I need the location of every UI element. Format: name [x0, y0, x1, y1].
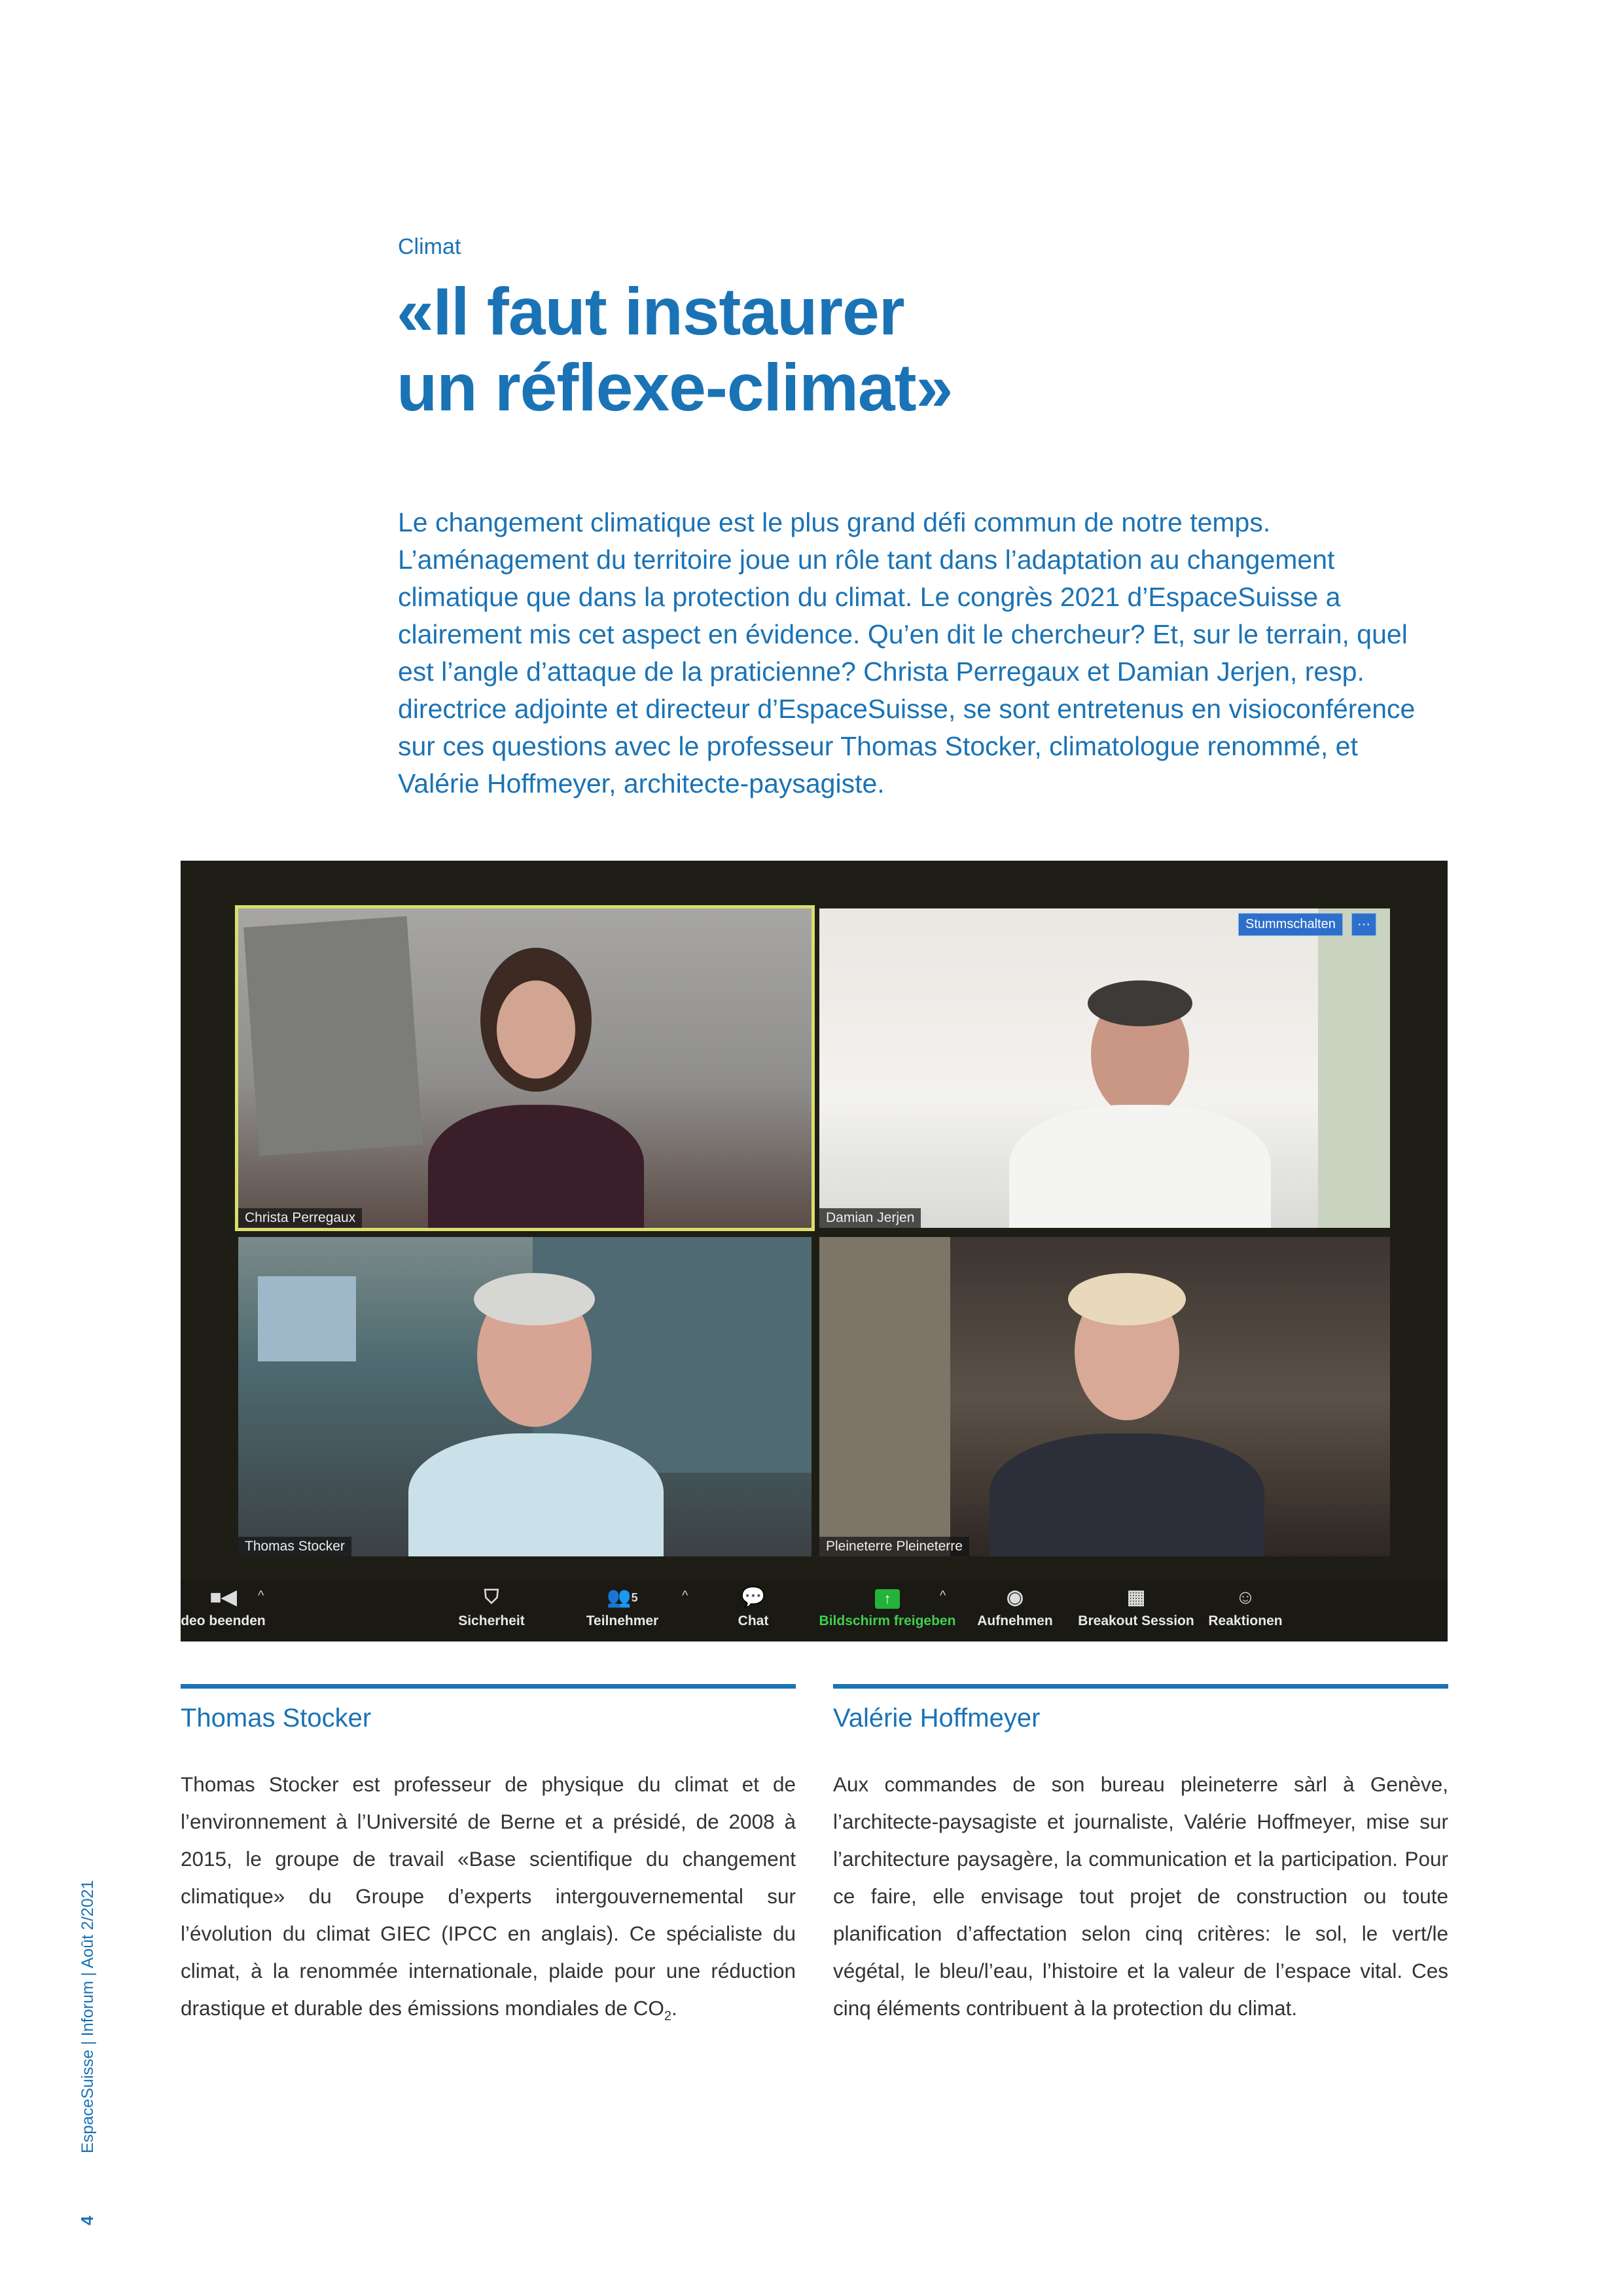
bio-text-main: Thomas Stocker est professeur de physique du climat et de l’environnement à l’Université de Berne et a présidé, de 2008 à 2015, le groupe de travail «Base scientifique du changement climatique» du Groupe d’experts intergouvernemental sur l’évolution du climat GIEC (IPCC en anglais). Ce spécialiste du climat, à la renommée internationale, plaide pour une réduction drastique et durable des émissions mondiales de CO	[181, 1772, 796, 2020]
subscript: 2	[664, 2009, 672, 2024]
bio-text-end: .	[671, 1996, 677, 2020]
video-tile-pleineterre	[819, 1237, 1390, 1556]
lead-paragraph	[398, 504, 1419, 802]
smiley-plus-icon: ☺	[1235, 1587, 1256, 1608]
article-title	[397, 274, 1509, 425]
bio-name-stocker: Thomas Stocker	[181, 1704, 372, 1732]
record-button[interactable]	[966, 1579, 1064, 1641]
participant-name: Christa Perregaux	[238, 1208, 362, 1228]
title-line-1: «Il faut instaurer	[397, 274, 904, 349]
meeting-toolbar	[181, 1579, 1448, 1641]
stop-video-button[interactable]	[181, 1579, 266, 1641]
participant-name: Thomas Stocker	[238, 1537, 351, 1556]
stop-video-label: deo beenden	[181, 1613, 266, 1628]
participant-name: Damian Jerjen	[819, 1208, 921, 1228]
reactions-button[interactable]	[1203, 1579, 1288, 1641]
chevron-up-icon[interactable]: ^	[940, 1588, 946, 1603]
share-screen-label: Bildschirm freigeben	[819, 1613, 956, 1628]
participants-label: Teilnehmer	[586, 1613, 659, 1628]
bio-paragraph	[181, 1766, 796, 2035]
chat-label: Chat	[738, 1613, 769, 1628]
chat-button[interactable]	[724, 1579, 783, 1641]
publication-sidebar: EspaceSuisse | Inforum | Août 2/2021	[79, 1880, 97, 2153]
breakout-label: Breakout Session	[1078, 1613, 1194, 1628]
lead-text: Le changement climatique est le plus grand défi commun de notre temps. L’aménagement du territoire joue un rôle tant dans l’adaptation au changement climatique que dans la protection du climat. Le congrès 2021 d’EspaceSuisse a clairement mis cet aspect en évidence. Qu’en dit le chercheur? Et, sur le terrain, quel est l’angle d’attaque de la praticienne? Christa Perregaux et Damian Jerjen, resp. directrice adjointe et directeur d’EspaceSuisse, se sont entretenus en visioconférence sur ces questions avec le professeur Thomas Stocker, climatologue renommé, et Valérie Hoffmeyer, architecte-paysagiste.	[398, 507, 1416, 798]
bio-paragraph: Aux commandes de son bureau pleineterre sàrl à Genève, l’architecte-paysagiste et journaliste, Valérie Hoffmeyer, mise sur l’architecture paysagère, la communication et la participation. Pour ce faire, elle envisage tout projet de construction ou toute planification d’affectation selon cinq critères: le sol, le vert/le végétal, le bleu/l’eau, l’histoire et la valeur de l’espace vital. Ces cinq éléments contribuent à la protection du climat.	[833, 1772, 1448, 2020]
reactions-label: Reaktionen	[1208, 1613, 1283, 1628]
security-label: Sicherheit	[458, 1613, 525, 1628]
chevron-up-icon[interactable]: ^	[258, 1588, 264, 1603]
section-kicker: Climat	[398, 234, 461, 259]
video-conference-screenshot	[181, 861, 1448, 1641]
participants-button[interactable]	[573, 1579, 671, 1641]
record-icon: ◉	[1006, 1587, 1024, 1608]
mute-button[interactable]: Stummschalten	[1238, 913, 1343, 936]
video-tile-christa	[238, 908, 812, 1228]
security-button[interactable]	[449, 1579, 534, 1641]
video-tile-thomas	[238, 1237, 812, 1556]
share-arrow-icon: ↑	[809, 1579, 966, 1613]
chevron-up-icon[interactable]: ^	[682, 1588, 688, 1603]
people-icon: 👥$^5$	[607, 1587, 638, 1608]
participant-name: Pleineterre Pleineterre	[819, 1537, 969, 1556]
shield-icon: ⛉	[484, 1587, 499, 1608]
bio-divider-right	[833, 1684, 1448, 1689]
chat-bubble-icon: 💬	[741, 1587, 766, 1608]
grid-icon: ▦	[1126, 1587, 1146, 1608]
more-options-button[interactable]: ···	[1351, 913, 1376, 936]
record-label: Aufnehmen	[977, 1613, 1053, 1628]
title-line-2: un réflexe-climat»	[397, 350, 953, 425]
breakout-session-button[interactable]	[1071, 1579, 1202, 1641]
bio-text-hoffmeyer	[833, 1766, 1448, 2027]
bio-text-stocker	[181, 1766, 796, 2035]
participants-count: 5	[631, 1591, 638, 1604]
page-number: 4	[77, 2215, 97, 2225]
video-tile-damian	[819, 908, 1390, 1228]
bio-name-hoffmeyer: Valérie Hoffmeyer	[833, 1704, 1041, 1732]
video-camera-icon: ■◀	[209, 1587, 237, 1608]
bio-divider-left	[181, 1684, 796, 1689]
